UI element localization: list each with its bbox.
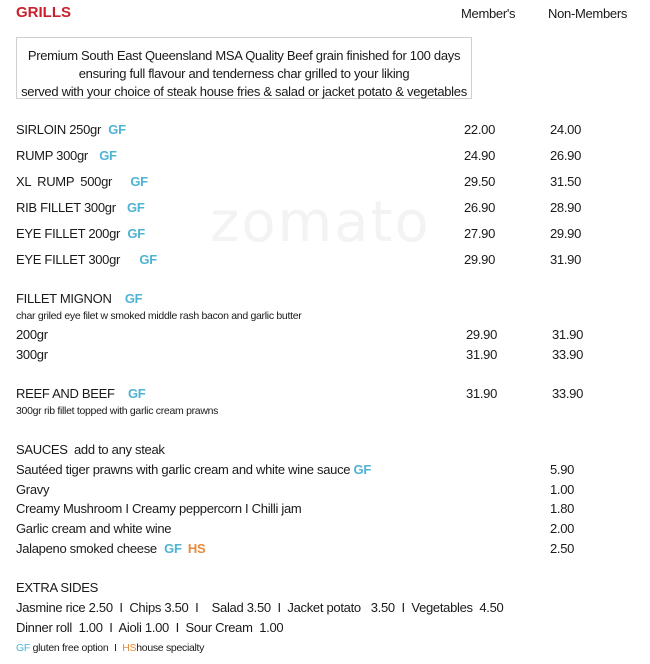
member-price: 22.00: [464, 122, 496, 137]
sauce-price: 1.80: [550, 501, 575, 516]
sauce-item: [16, 541, 205, 556]
item-name: Sautéed tiger prawns with garlic cream and white wine sauce: [16, 462, 351, 477]
item-name: RIB FILLET 300gr: [16, 200, 116, 215]
item-name: Jalapeno smoked cheese: [16, 541, 157, 556]
item-name: SIRLOIN 250gr: [16, 122, 101, 137]
gf-tag: GF: [139, 252, 157, 267]
column-header-nonmember: Non-Members: [548, 6, 628, 21]
gf-tag: GF: [127, 200, 145, 215]
section-heading: SAUCES: [16, 442, 68, 457]
gf-tag: GF: [127, 226, 145, 241]
gf-tag: GF: [128, 386, 146, 401]
nonmember-price: 28.90: [550, 200, 582, 215]
sauce-price: 1.00: [550, 482, 575, 497]
extra-sides-line: Jasmine rice 2.50 I Chips 3.50 I Salad 3.50 I Jacket potato 3.50 I Vegetables 4.50: [16, 600, 504, 615]
menu-item: [16, 174, 148, 189]
item-description: char griled eye filet w smoked middle rash bacon and garlic butter: [16, 310, 302, 322]
sauce-item: [16, 462, 371, 477]
legend-hs-text: house specialty: [136, 642, 205, 654]
hs-tag: HS: [122, 642, 137, 654]
member-price: 29.90: [464, 252, 496, 267]
sauce-price: 5.90: [550, 462, 575, 477]
extra-sides-line: Dinner roll 1.00 I Aioli 1.00 I Sour Cream 1.00: [16, 620, 284, 635]
gf-tag: GF: [16, 642, 30, 654]
menu-item: [16, 148, 117, 163]
sauce-item: Gravy: [16, 482, 50, 497]
size-option: 300gr: [16, 347, 48, 362]
nonmember-price: 33.90: [552, 347, 584, 362]
hs-tag: HS: [187, 541, 206, 556]
intro-box: [16, 37, 472, 99]
nonmember-price: 33.90: [552, 386, 584, 401]
nonmember-price: 29.90: [550, 226, 582, 241]
fillet-mignon-heading: [16, 291, 142, 306]
gf-tag: GF: [164, 541, 182, 556]
gf-tag: GF: [124, 291, 143, 306]
intro-line: Premium South East Queensland MSA Quality Beef grain finished for 100 days: [27, 48, 461, 63]
member-price: 27.90: [464, 226, 496, 241]
nonmember-price: 31.90: [550, 252, 582, 267]
menu-item: [16, 200, 145, 215]
section-title: GRILLS: [16, 4, 71, 21]
member-price: 26.90: [464, 200, 496, 215]
sauces-heading: [16, 442, 165, 457]
item-name: EYE FILLET 300gr: [16, 252, 121, 267]
item-name: RUMP 300gr: [16, 148, 88, 163]
intro-line: served with your choice of steak house fries & salad or jacket potato & vegetables: [21, 84, 467, 99]
gf-tag: GF: [130, 174, 148, 189]
size-option: 200gr: [16, 327, 48, 342]
gf-tag: GF: [99, 148, 117, 163]
sauce-price: 2.00: [550, 521, 575, 536]
column-header-member: Member's: [461, 6, 516, 21]
item-name: XL RUMP 500gr: [16, 174, 113, 189]
intro-line: ensuring full flavour and tenderness char grilled to your liking: [78, 66, 410, 81]
member-price: 29.90: [466, 327, 498, 342]
item-name: FILLET MIGNON: [16, 291, 112, 306]
member-price: 31.90: [466, 386, 498, 401]
sauce-item: Garlic cream and white wine: [16, 521, 172, 536]
item-name: REEF AND BEEF: [16, 386, 115, 401]
legend-separator: I: [113, 642, 117, 654]
section-subheading: add to any steak: [73, 442, 165, 457]
legend: [16, 642, 204, 654]
extra-sides-heading: EXTRA SIDES: [16, 580, 98, 595]
item-name: EYE FILLET 200gr: [16, 226, 121, 241]
legend-gf-text: gluten free option: [32, 642, 109, 654]
menu-item: [16, 122, 126, 137]
menu-item: [16, 226, 145, 241]
member-price: 24.90: [464, 148, 496, 163]
sauce-item: Creamy Mushroom I Creamy peppercorn I Chilli jam: [16, 501, 302, 516]
nonmember-price: 24.00: [550, 122, 582, 137]
gf-tag: GF: [353, 462, 371, 477]
nonmember-price: 26.90: [550, 148, 582, 163]
menu-item: [16, 252, 157, 267]
member-price: 29.50: [464, 174, 496, 189]
reef-and-beef-heading: [16, 386, 145, 401]
nonmember-price: 31.50: [550, 174, 582, 189]
watermark: zomato: [210, 190, 431, 255]
gf-tag: GF: [108, 122, 126, 137]
member-price: 31.90: [466, 347, 498, 362]
item-description: 300gr rib fillet topped with garlic cream prawns: [16, 405, 219, 417]
nonmember-price: 31.90: [552, 327, 584, 342]
sauce-price: 2.50: [550, 541, 575, 556]
